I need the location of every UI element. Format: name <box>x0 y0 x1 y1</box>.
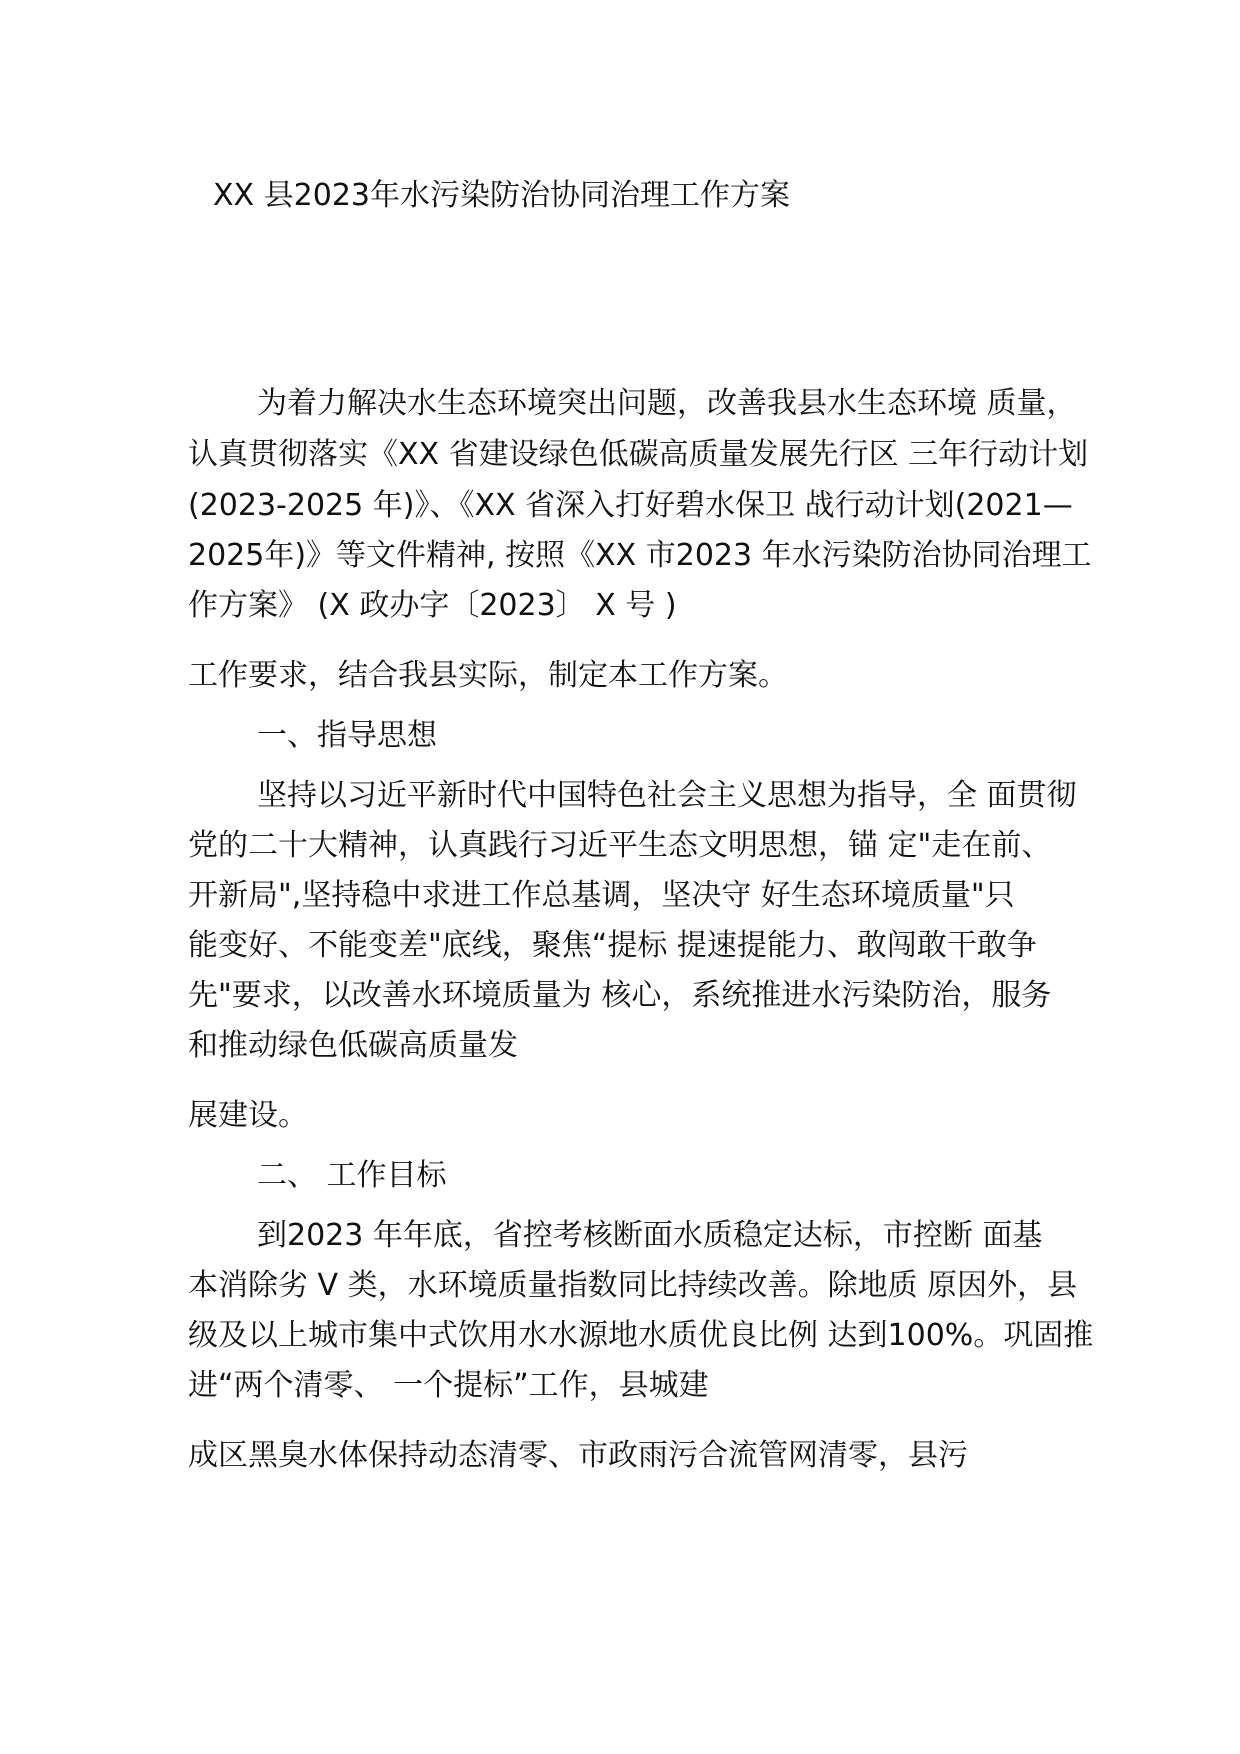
section1-line-4: 能变好、不能变差"底线，聚焦“提标 提速提能力、敢闯敢干敢争 <box>188 928 1037 963</box>
intro-line-6: 工作要求，结合我县实际，制定本工作方案。 <box>188 658 788 693</box>
intro-line-4: 2025年)》等文件精神, 按照《XX 市2023 年水污染防治协同治理工 <box>188 538 1092 573</box>
section1-line-1: 坚持以习近平新时代中国特色社会主义思想为指导，全 面贯彻 <box>257 778 1077 813</box>
section2-line-5: 成区黑臭水体保持动态清零、市政雨污合流管网清零，县污 <box>188 1438 968 1473</box>
section2-line-2: 本消除劣 V 类，水环境质量指数同比持续改善。除地质 原因外，县 <box>188 1268 1078 1303</box>
intro-line-3: (2023-2025 年)》、《XX 省深入打好碧水保卫 战行动计划(2021— <box>188 488 1073 523</box>
section-heading-guiding-ideology: 一、指导思想 <box>257 718 437 753</box>
intro-line-1: 为着力解决水生态环境突出问题，改善我县水生态环境 质量， <box>257 386 1077 421</box>
section1-line-3: 开新局",坚持稳中求进工作总基调，坚决守 好生态环境质量"只 <box>188 878 1015 913</box>
intro-line-2: 认真贯彻落实《XX 省建设绿色低碳高质量发展先行区 三年行动计划 <box>188 437 1089 472</box>
section-heading-work-goals: 二、 工作目标 <box>257 1158 447 1193</box>
section1-line-2: 党的二十大精神，认真践行习近平生态文明思想，锚 定"走在前、 <box>188 828 1052 863</box>
section2-line-1: 到2023 年年底，省控考核断面水质稳定达标，市控断 面基 <box>257 1218 1043 1253</box>
section1-line-7: 展建设。 <box>188 1098 308 1133</box>
section2-line-3: 级及以上城市集中式饮用水水源地水质优良比例 达到100%。巩固推 <box>188 1318 1094 1353</box>
document-title: XX 县2023年水污染防治协同治理工作方案 <box>213 178 790 213</box>
section1-line-6: 和推动绿色低碳高质量发 <box>188 1028 518 1063</box>
section2-line-4: 进“两个清零、 一个提标”工作，县城建 <box>188 1368 709 1403</box>
intro-line-5: 作方案》 (X 政办字〔2023〕 X 号 ) <box>188 588 677 623</box>
section1-line-5: 先"要求，以改善水环境质量为 核心，系统推进水污染防治，服务 <box>188 978 1052 1013</box>
